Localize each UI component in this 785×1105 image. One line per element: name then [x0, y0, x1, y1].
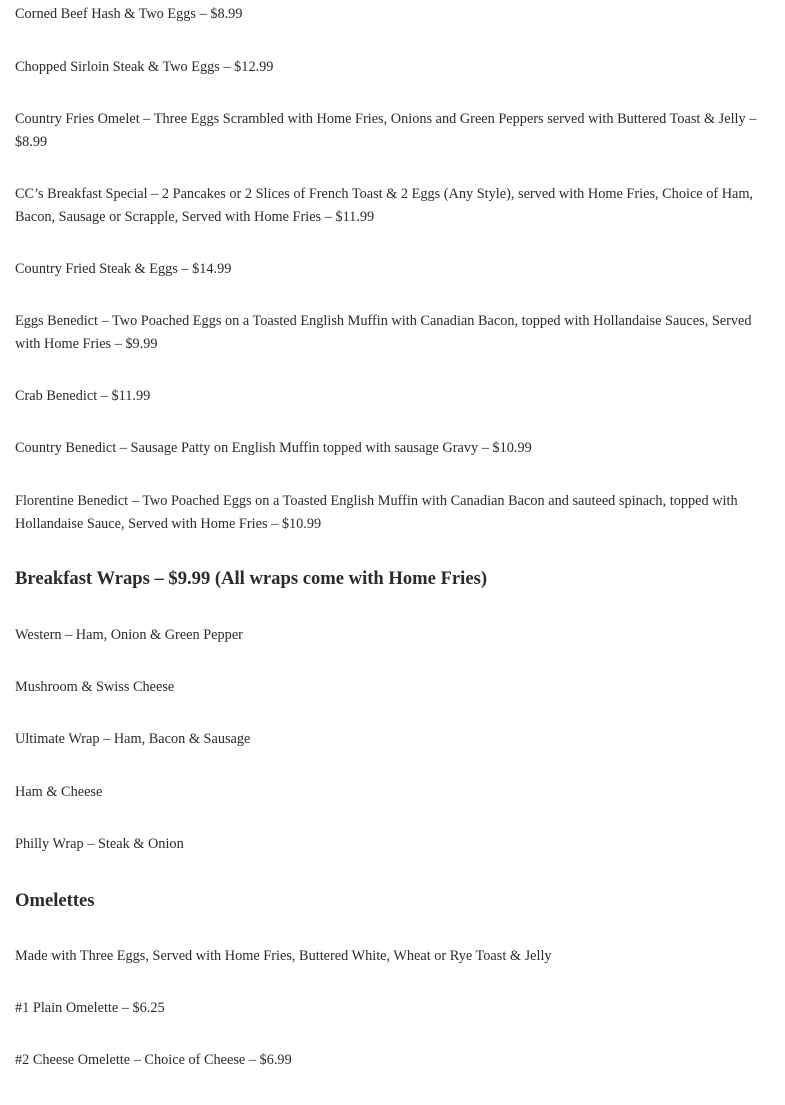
wrap-item: Western – Ham, Onion & Green Pepper	[15, 627, 243, 643]
menu-item: Corned Beef Hash & Two Eggs – $8.99	[15, 6, 243, 22]
menu-item: CC’s Breakfast Special – 2 Pancakes or 2 Slices of French Toast & 2 Eggs (Any Style), served with Home Fries, Choice of Ham, Bacon, Sausage or Scrapple, Served with Home Fries – $11.99	[15, 186, 754, 225]
menu-item: Florentine Benedict – Two Poached Eggs on a Toasted English Muffin with Canadian Bacon and sauteed spinach, topped with Hollandaise Sauce, Served with Home Fries – $10.99	[15, 493, 738, 532]
menu-item: Country Benedict – Sausage Patty on English Muffin topped with sausage Gravy – $10.99	[15, 440, 532, 456]
wrap-item: Ultimate Wrap – Ham, Bacon & Sausage	[15, 731, 251, 747]
menu-item: Country Fried Steak & Eggs – $14.99	[15, 261, 232, 277]
wrap-item: Ham & Cheese	[15, 784, 103, 800]
menu-item: Crab Benedict – $11.99	[15, 388, 151, 404]
wrap-item: Mushroom & Swiss Cheese	[15, 679, 175, 695]
menu-item: Eggs Benedict – Two Poached Eggs on a Toasted English Muffin with Canadian Bacon, topped with Hollandaise Sauces, Served with Home Fries – $9.99	[15, 313, 752, 352]
omelettes-heading: Omelettes	[15, 890, 95, 911]
omelette-item: #2 Cheese Omelette – Choice of Cheese – $6.99	[15, 1052, 292, 1068]
wrap-item: Philly Wrap – Steak & Onion	[15, 836, 184, 852]
omelettes-intro: Made with Three Eggs, Served with Home Fries, Buttered White, Wheat or Rye Toast & Jelly	[15, 948, 552, 964]
menu-item: Chopped Sirloin Steak & Two Eggs – $12.99	[15, 59, 274, 75]
menu-item: Country Fries Omelet – Three Eggs Scrambled with Home Fries, Onions and Green Peppers served with Buttered Toast & Jelly – $8.99	[15, 111, 757, 150]
breakfast-wraps-heading: Breakfast Wraps – $9.99 (All wraps come with Home Fries)	[15, 568, 488, 589]
omelette-item: #1 Plain Omelette – $6.25	[15, 1000, 165, 1016]
